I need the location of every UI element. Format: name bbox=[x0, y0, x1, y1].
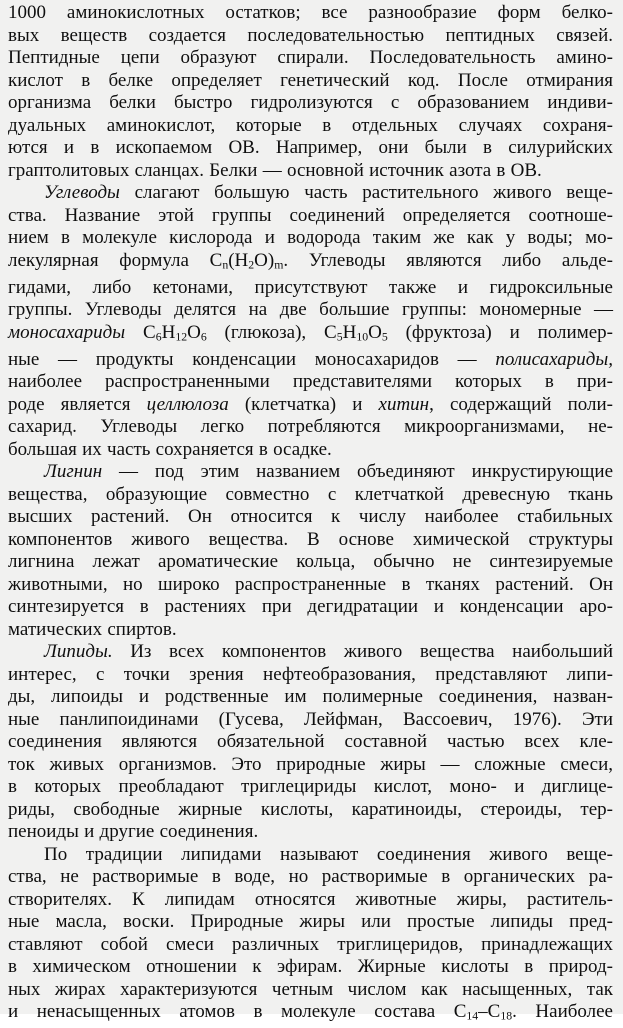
text-segment: наиболее распространенными представителями которых в при- bbox=[8, 371, 613, 393]
text-segment: организма белки быстро гидролизуются с образованием индиви- bbox=[8, 92, 613, 113]
text-segment: в которых преобладают триглецириды кислот, моно- и диглице- bbox=[8, 776, 613, 798]
text-segment: роде является bbox=[8, 393, 147, 415]
text-line bbox=[8, 799, 613, 822]
text-line bbox=[8, 322, 613, 349]
text-line bbox=[8, 1001, 613, 1028]
text-segment: целлюлоза bbox=[146, 393, 229, 415]
text-line bbox=[8, 574, 613, 597]
text-line bbox=[8, 821, 613, 844]
text-segment: ные — продукты конденсации моносахаридов — bbox=[8, 348, 496, 370]
text-line bbox=[8, 2, 613, 25]
text-segment: Углеводы bbox=[44, 182, 120, 203]
text-line bbox=[8, 664, 613, 687]
text-segment: лигнина лежат ароматические кольца, обычно не синтезируемые bbox=[8, 551, 613, 573]
text-segment: животными, но широко распространенные в тканях растений. Он bbox=[8, 573, 613, 595]
text-segment: вых веществ создается последовательностью пептидных связей. bbox=[8, 24, 613, 46]
text-line bbox=[8, 731, 613, 754]
chemical-subscript: n bbox=[222, 258, 229, 272]
text-segment: Из всех компонентов живого вещества наибольший bbox=[112, 641, 613, 663]
text-segment: . Наиболее bbox=[512, 1001, 613, 1023]
text-segment: 1000 аминокислотных остатков; все разнообразие форм белко- bbox=[8, 2, 613, 23]
text-segment: ства, не растворимые в воде, но растворимые в органических ра- bbox=[8, 866, 613, 888]
paragraph bbox=[8, 641, 613, 844]
text-segment: (глюкоза), C bbox=[206, 321, 337, 343]
text-segment: кислот в белке определяет генетический код. После отмирания bbox=[8, 69, 613, 91]
chemical-subscript: 5 bbox=[381, 330, 388, 344]
text-segment: сахарид. Углеводы легко потребляются микроорганизмами, не- bbox=[8, 416, 613, 438]
text-line bbox=[8, 529, 613, 552]
text-line bbox=[8, 349, 613, 372]
text-segment: ства. Название этой группы соединений определяется соотноше- bbox=[8, 204, 613, 226]
text-line bbox=[8, 416, 613, 439]
text-segment: моносахариды bbox=[8, 321, 126, 343]
chemical-subscript: 6 bbox=[155, 330, 162, 344]
text-segment: . Углеводы являются либо альде- bbox=[283, 249, 614, 271]
text-line bbox=[8, 371, 613, 394]
text-segment: вещества, образующие совместно с клетчаткой древесную ткань bbox=[8, 483, 613, 505]
text-segment: полисахариды, bbox=[495, 348, 613, 370]
text-line bbox=[8, 70, 613, 93]
text-line bbox=[8, 686, 613, 709]
text-line bbox=[8, 25, 613, 48]
text-segment: синтезируется в растениях при дегидратации и конденсации аро- bbox=[8, 596, 613, 618]
text-segment: и ненасыщенных атомов в молекуле состава C bbox=[8, 1001, 467, 1023]
text-segment: граптолитовых сланцах. Белки — основной источник азота в ОВ. bbox=[8, 159, 542, 181]
text-segment: Лигнин bbox=[44, 461, 103, 483]
text-segment: лекулярная формула C bbox=[8, 249, 223, 271]
text-line bbox=[8, 484, 613, 507]
text-line bbox=[8, 776, 613, 799]
text-line bbox=[8, 182, 613, 205]
text-line bbox=[8, 754, 613, 777]
text-line bbox=[8, 137, 613, 160]
text-segment: ставляют собой смеси различных триглицеридов, принадлежащих bbox=[8, 933, 613, 955]
text-segment: , содержащий поли- bbox=[429, 393, 613, 415]
text-line bbox=[8, 115, 613, 138]
text-segment: большая их часть сохраняется в осадке. bbox=[8, 438, 332, 460]
text-line bbox=[8, 934, 613, 957]
text-line bbox=[8, 299, 613, 322]
text-line bbox=[8, 439, 613, 462]
chemical-subscript: 2 bbox=[248, 258, 255, 272]
text-segment: ные масла, воски. Природные жиры или простые липиды пред- bbox=[8, 911, 613, 933]
text-segment: риды, свободные жирные кислоты, каратиноиды, стероиды, тер- bbox=[8, 798, 613, 820]
text-segment: дуальных аминокислот, которые в отдельных случаях сохраня- bbox=[8, 114, 613, 136]
paragraph bbox=[8, 2, 613, 182]
text-line bbox=[8, 956, 613, 979]
chemical-subscript: 14 bbox=[466, 1009, 479, 1023]
text-line bbox=[8, 596, 613, 619]
text-line bbox=[8, 911, 613, 934]
text-line bbox=[8, 227, 613, 250]
text-segment: ток живых организмов. Это природные жиры — сложные смеси, bbox=[8, 753, 613, 775]
text-segment: ных жирах характеризуются четным числом как насыщенных, так bbox=[8, 978, 613, 1000]
text-segment: H bbox=[342, 321, 357, 343]
text-segment: гидами, либо кетонами, присутствуют также и гидроксильные bbox=[8, 276, 613, 298]
text-line bbox=[8, 394, 613, 417]
text-segment: (клетчатка) и bbox=[228, 393, 379, 415]
chemical-subscript: 10 bbox=[356, 330, 369, 344]
text-segment: компонентов живого вещества. В основе химической структуры bbox=[8, 528, 613, 550]
chemical-subscript: 5 bbox=[336, 330, 343, 344]
text-line bbox=[8, 277, 613, 300]
text-line bbox=[8, 250, 613, 277]
text-segment: ные панлипоидинами (Гусева, Лейфман, Вассоевич, 1976). Эти bbox=[8, 708, 613, 730]
text-line bbox=[8, 889, 613, 912]
text-segment: в химическом отношении к эфирам. Жирные кислоты в природ- bbox=[8, 956, 613, 978]
text-segment: По традиции липидами называют соединения живого веще- bbox=[44, 843, 613, 865]
text-segment: O bbox=[368, 321, 382, 343]
text-line bbox=[8, 506, 613, 529]
page-text bbox=[8, 2, 613, 1028]
text-segment: створителях. К липидам относятся животные жиры, раститель- bbox=[8, 888, 613, 910]
text-segment: слагают большую часть растительного живого веще- bbox=[119, 182, 613, 203]
text-line bbox=[8, 47, 613, 70]
text-segment: Липиды. bbox=[44, 641, 113, 663]
text-segment: ются и в ископаемом ОВ. Например, они были в силурийских bbox=[8, 137, 613, 158]
chemical-subscript: 12 bbox=[175, 330, 188, 344]
text-segment: хитин bbox=[378, 393, 430, 415]
text-line bbox=[8, 619, 613, 642]
chemical-subscript: 6 bbox=[200, 330, 207, 344]
text-segment: пеноиды и другие соединения. bbox=[8, 821, 259, 843]
paragraph bbox=[8, 461, 613, 641]
text-segment: матических спиртов. bbox=[8, 618, 177, 640]
text-segment: –C bbox=[478, 1001, 501, 1023]
text-segment: — под этим названием объединяют инкрустирующие bbox=[102, 461, 613, 483]
text-segment: O) bbox=[254, 249, 275, 271]
text-line bbox=[8, 844, 613, 867]
chemical-subscript: m bbox=[274, 258, 284, 272]
text-segment: O bbox=[187, 321, 201, 343]
paragraph bbox=[8, 844, 613, 1028]
text-line bbox=[8, 866, 613, 889]
text-segment: H bbox=[161, 321, 176, 343]
text-segment: интерес, с точки зрения нефтеобразования, представляют липи- bbox=[8, 663, 613, 685]
text-segment: соединения являются обязательной составной частью всех кле- bbox=[8, 731, 613, 753]
text-line bbox=[8, 551, 613, 574]
paragraph bbox=[8, 182, 613, 461]
text-line bbox=[8, 92, 613, 115]
text-line bbox=[8, 709, 613, 732]
text-line bbox=[8, 641, 613, 664]
text-segment: C bbox=[125, 321, 156, 343]
text-line bbox=[8, 979, 613, 1002]
text-segment: нием в молекуле кислорода и водорода таким же как у воды; мо- bbox=[8, 227, 613, 248]
text-line bbox=[8, 205, 613, 228]
text-segment: ды, липоиды и родственные им полимерные соединения, назван- bbox=[8, 686, 613, 708]
text-line bbox=[8, 461, 613, 484]
text-segment: группы. Углеводы делятся на две большие группы: мономерные — bbox=[8, 299, 613, 321]
text-line bbox=[8, 160, 613, 183]
text-segment: (H bbox=[228, 249, 249, 271]
text-segment: Пептидные цепи образуют спирали. Последовательность амино- bbox=[8, 47, 613, 68]
chemical-subscript: 18 bbox=[500, 1009, 513, 1023]
text-segment: высших растений. Он относится к числу наиболее стабильных bbox=[8, 506, 613, 528]
text-segment: (фруктоза) и полимер- bbox=[387, 321, 613, 343]
